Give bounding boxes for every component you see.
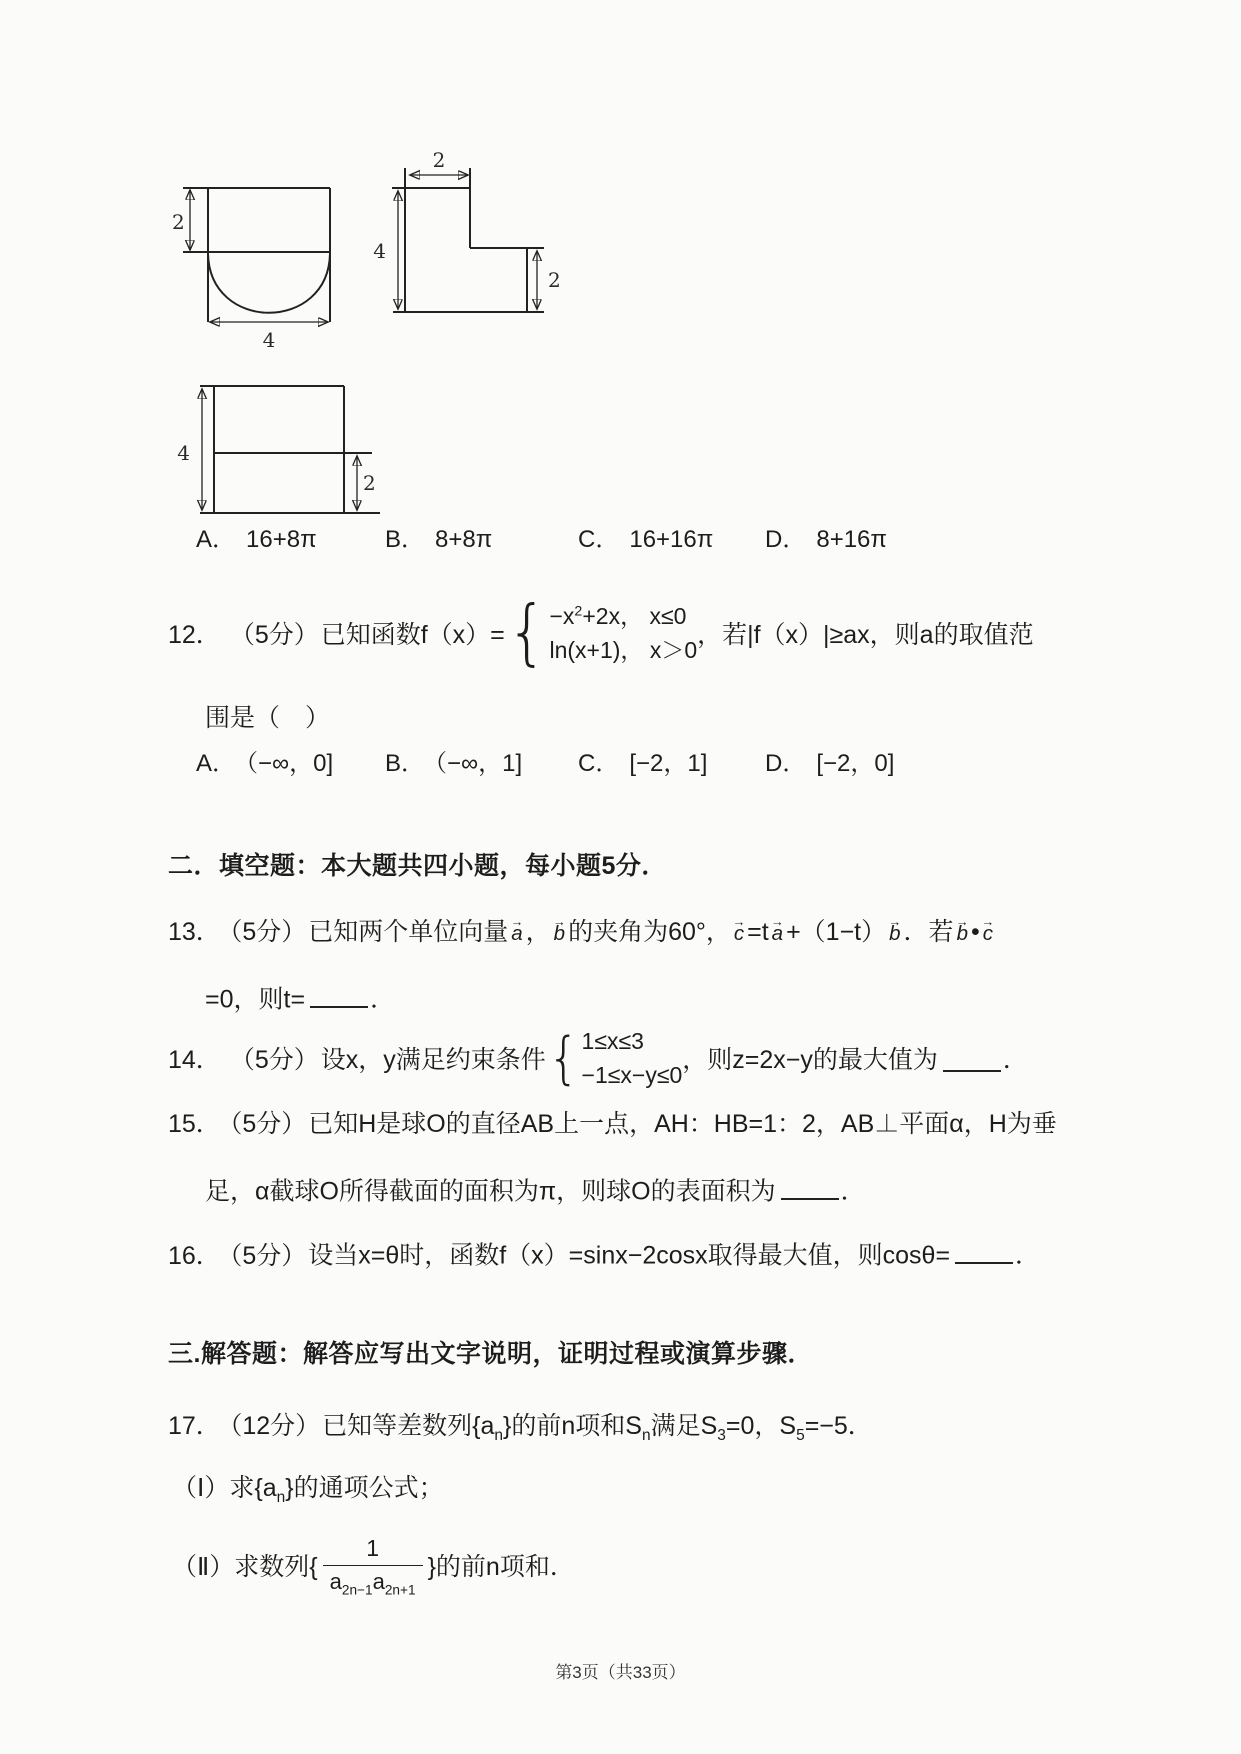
subscript-n: n (494, 1427, 504, 1444)
den-term: a (329, 1568, 342, 1594)
question-17 (168, 1410, 873, 1442)
question-score: （5分） (229, 621, 319, 649)
question-text: （Ⅰ）求{a (172, 1474, 277, 1502)
front-dim-bottom-label: 4 (262, 328, 276, 352)
question-score: （5分） (229, 918, 307, 946)
question-score: （5分） (229, 1110, 307, 1138)
option-value: [−2，1] (629, 750, 708, 777)
piecewise-brace: { (506, 591, 548, 675)
side-dim-left-label: 4 (373, 239, 386, 263)
section-2-heading: 二．填空题：本大题共四小题，每小题5分． (168, 852, 667, 880)
plan-dim-left-label: 4 (177, 441, 190, 465)
vector-c: c → (732, 918, 746, 950)
question-text: 设x，y满足约束条件 (320, 1046, 546, 1074)
answer-blank (310, 980, 368, 1008)
fraction (323, 1535, 423, 1597)
option-letter: C． (578, 750, 620, 777)
question-13 (168, 916, 996, 950)
vector-b: b → (887, 918, 902, 950)
question-text: =0，则t= (205, 985, 306, 1014)
q11-option-c (578, 524, 713, 556)
q11-option-d (765, 524, 887, 556)
exponent: 2 (574, 602, 583, 619)
option-letter: D． (765, 750, 807, 777)
question-text: 已知两个单位向量 (308, 918, 509, 946)
question-score: （12分） (229, 1412, 321, 1440)
option-value: （−∞，0] (246, 750, 334, 777)
question-text: ． (370, 985, 396, 1014)
piecewise-cases (549, 603, 697, 664)
subscript-5: 5 (796, 1427, 805, 1444)
question-number: 17． (168, 1412, 221, 1440)
question-text: 的夹角为60°， (568, 918, 731, 946)
option-letter: C． (578, 526, 620, 553)
vector-a: a → (770, 918, 785, 950)
subscript-3: 3 (717, 1427, 726, 1444)
option-value: （−∞，1] (435, 750, 523, 777)
question-text: =−5． (804, 1412, 873, 1440)
question-text: 设当x=θ时，函数f（x）=sinx−2cosx取得最大值，则cosθ= (308, 1241, 951, 1270)
question-score: （5分） (229, 1046, 319, 1074)
constraint-row-2: −1≤x−y≤0 (581, 1062, 683, 1088)
answer-blank (781, 1172, 839, 1200)
question-number: 12． (168, 621, 221, 649)
option-value: 16+16π (629, 526, 714, 553)
answer-blank (943, 1044, 1001, 1072)
question-14 (168, 1018, 1028, 1098)
page-footer: 第3页（共33页） (555, 1663, 686, 1682)
case-text: +2x， x≤0 (582, 602, 687, 629)
constraint-rows (582, 1028, 683, 1089)
question-text: 已知函数f（x）= (320, 621, 505, 649)
subscript-2n-1: 2n−1 (341, 1581, 373, 1597)
q12-option-c (578, 748, 707, 780)
question-text: ． (1015, 1241, 1041, 1270)
question-number: 16． (168, 1241, 221, 1270)
question-text: ，若|f（x）|≥ax，则a的取值范 (697, 621, 1034, 649)
dot-product-symbol: • (970, 918, 980, 946)
question-text: 已知等差数列{a (322, 1412, 495, 1440)
vector-c: c → (981, 918, 995, 950)
question-17-part1 (172, 1472, 444, 1504)
side-dim-top-label: 2 (432, 150, 446, 172)
case-text: −x (549, 602, 575, 629)
vector-b: b → (955, 918, 970, 950)
vector-a: a → (509, 918, 524, 950)
question-text: }的通项公式； (285, 1474, 444, 1502)
fraction-numerator: 1 (366, 1535, 379, 1562)
question-17-part2 (172, 1522, 575, 1608)
subscript-n: n (641, 1427, 651, 1444)
three-view-diagram (150, 150, 580, 530)
question-text: }的前n项和S (503, 1412, 642, 1440)
question-15-line2 (205, 1172, 866, 1208)
question-12-line2: 围是（ ） (205, 704, 331, 732)
den-term: a (372, 1568, 385, 1594)
option-letter: D． (765, 526, 807, 553)
side-dim-right-label: 2 (548, 268, 561, 292)
fraction-denominator (323, 1565, 423, 1597)
piecewise-case-1 (549, 603, 697, 629)
question-text: ．若 (903, 918, 954, 946)
question-text: +（1−t） (786, 918, 887, 946)
question-text: =t (747, 918, 769, 946)
question-text: 满足S (650, 1412, 718, 1440)
option-value: 8+16π (816, 526, 887, 553)
piecewise-case-2: ln(x+1)， x＞0 (549, 637, 698, 663)
constraint-row-1: 1≤x≤3 (581, 1027, 644, 1054)
question-16 (168, 1236, 1040, 1272)
question-text: ． (840, 1177, 866, 1206)
q12-option-a (196, 748, 333, 780)
question-15 (168, 1108, 1057, 1140)
q12-option-d (765, 748, 894, 780)
answer-blank (955, 1236, 1013, 1264)
plan-view-figure (177, 386, 380, 513)
vector-b: b → (552, 918, 567, 950)
section-3-heading: 三.解答题：解答应写出文字说明，证明过程或演算步骤． (168, 1340, 813, 1368)
question-number: 13． (168, 918, 221, 946)
question-text: ． (1002, 1046, 1028, 1074)
question-text: =0，S (725, 1412, 797, 1440)
option-letter: B． (385, 750, 426, 777)
option-value: 8+8π (435, 526, 493, 553)
plan-dim-right-label: 2 (363, 471, 376, 495)
subscript-2n+1: 2n+1 (384, 1581, 416, 1597)
question-text: }的前n项和． (427, 1553, 575, 1581)
question-score: （5分） (229, 1241, 307, 1270)
q12-option-b (385, 748, 522, 780)
question-text: （Ⅱ）求数列{ (172, 1553, 318, 1581)
q11-option-a (196, 524, 317, 556)
option-value: [−2，0] (816, 750, 895, 777)
question-text: ， (525, 918, 551, 946)
question-text: ，则z=2x−y的最大值为 (682, 1046, 938, 1074)
option-letter: A． (196, 526, 237, 553)
side-view-figure (373, 150, 560, 312)
question-number: 15． (168, 1110, 221, 1138)
constraint-brace: { (547, 1025, 580, 1091)
question-12 (168, 585, 1034, 681)
question-text: 足，α截球O所得截面的面积为π，则球O的表面积为 (205, 1177, 776, 1206)
front-view-figure (172, 188, 330, 352)
subscript-n: n (276, 1489, 286, 1506)
q11-option-b (385, 524, 492, 556)
question-13-line2 (205, 980, 395, 1016)
front-dim-left-label: 2 (172, 210, 185, 234)
option-letter: A． (196, 750, 237, 777)
option-value: 16+8π (246, 526, 317, 553)
question-text: 已知H是球O的直径AB上一点，AH：HB=1：2，AB⊥平面α，H为垂 (308, 1110, 1057, 1138)
question-number: 14． (168, 1046, 221, 1074)
option-letter: B． (385, 526, 426, 553)
